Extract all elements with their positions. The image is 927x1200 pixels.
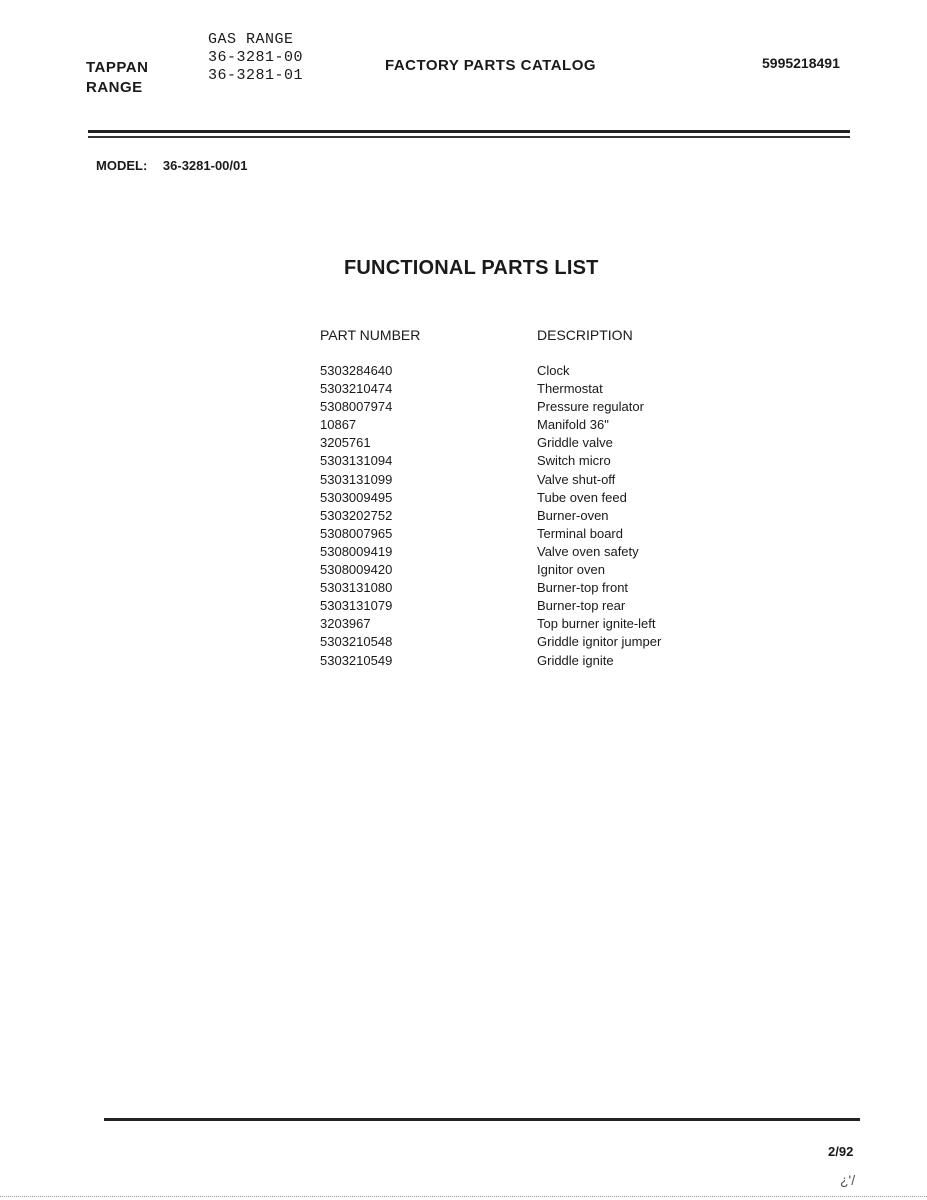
- column-header-description: DESCRIPTION: [537, 327, 633, 343]
- part-number-cell: 10867: [320, 417, 357, 433]
- table-row: [320, 525, 740, 543]
- table-row: [320, 597, 740, 615]
- part-number-cell: 5303210548: [320, 634, 393, 650]
- table-row: [320, 489, 740, 507]
- table-row: [320, 615, 740, 633]
- description-cell: Burner-top rear: [537, 598, 626, 614]
- description-cell: Griddle ignitor jumper: [537, 634, 662, 650]
- table-row: [320, 434, 740, 452]
- part-number-cell: 5308009419: [320, 543, 393, 559]
- scan-edge-line: [0, 1196, 927, 1198]
- part-number-cell: 5308009420: [320, 562, 393, 578]
- part-number-cell: 5303131094: [320, 453, 393, 469]
- model-line: [96, 158, 247, 173]
- table-row: [320, 579, 740, 597]
- header-rule-thin: [88, 136, 850, 138]
- description-cell: Switch micro: [537, 453, 611, 469]
- table-row: [320, 452, 740, 470]
- description-cell: Top burner ignite-left: [537, 616, 656, 632]
- description-cell: Pressure regulator: [537, 399, 644, 415]
- description-cell: Valve oven safety: [537, 543, 639, 559]
- description-cell: Griddle ignite: [537, 652, 614, 668]
- table-row: [320, 380, 740, 398]
- part-number-cell: 5303284640: [320, 363, 393, 378]
- product-type: GAS RANGE: [208, 31, 294, 48]
- description-cell: Clock: [537, 363, 570, 378]
- part-number-cell: 5303202752: [320, 507, 393, 523]
- table-row: [320, 471, 740, 489]
- table-row: [320, 652, 740, 670]
- description-cell: Manifold 36": [537, 417, 609, 433]
- description-cell: Ignitor oven: [537, 562, 605, 578]
- part-number-cell: 5303210549: [320, 652, 393, 668]
- description-cell: Thermostat: [537, 381, 603, 397]
- table-row: [320, 633, 740, 651]
- description-cell: Burner-top front: [537, 580, 629, 596]
- table-row: [320, 362, 740, 380]
- model-value: 36-3281-00/01: [162, 158, 248, 173]
- part-number-cell: 5303131079: [320, 598, 393, 614]
- brand-name: TAPPAN: [86, 59, 149, 76]
- catalog-title: FACTORY PARTS CATALOG: [385, 57, 597, 74]
- column-header-part-number: PART NUMBER: [320, 327, 421, 343]
- page-title: FUNCTIONAL PARTS LIST: [344, 257, 599, 279]
- part-number-cell: 5303131099: [320, 471, 393, 487]
- brand-product-type: RANGE: [86, 79, 143, 96]
- revision-date: 2/92: [828, 1144, 854, 1159]
- part-number-cell: 3203967: [320, 616, 371, 632]
- table-row: [320, 561, 740, 579]
- description-cell: Terminal board: [537, 525, 623, 541]
- part-number-cell: 5308007965: [320, 525, 393, 541]
- table-row: [320, 543, 740, 561]
- handwritten-mark: ¿'/: [840, 1172, 856, 1188]
- product-model-2: 36-3281-01: [208, 67, 304, 84]
- header-rule-thick: [88, 130, 850, 133]
- part-number-cell: 5303009495: [320, 489, 393, 505]
- brand-block: [86, 58, 148, 98]
- table-row: [320, 416, 740, 434]
- description-cell: Griddle valve: [537, 435, 613, 451]
- table-row: [320, 507, 740, 525]
- table-row: [320, 398, 740, 416]
- footer-rule: [104, 1118, 860, 1121]
- parts-list: [320, 362, 740, 670]
- part-number-cell: 5308007974: [320, 399, 393, 415]
- model-label: MODEL:: [96, 158, 148, 173]
- product-model-1: 36-3281-00: [208, 49, 304, 66]
- product-block: [208, 31, 303, 85]
- part-number-cell: 3205761: [320, 435, 371, 451]
- description-cell: Valve shut-off: [537, 471, 616, 487]
- part-number-cell: 5303210474: [320, 381, 393, 397]
- description-cell: Burner-oven: [537, 507, 609, 523]
- part-number-cell: 5303131080: [320, 580, 393, 596]
- description-cell: Tube oven feed: [537, 489, 627, 505]
- catalog-number: 5995218491: [762, 55, 840, 71]
